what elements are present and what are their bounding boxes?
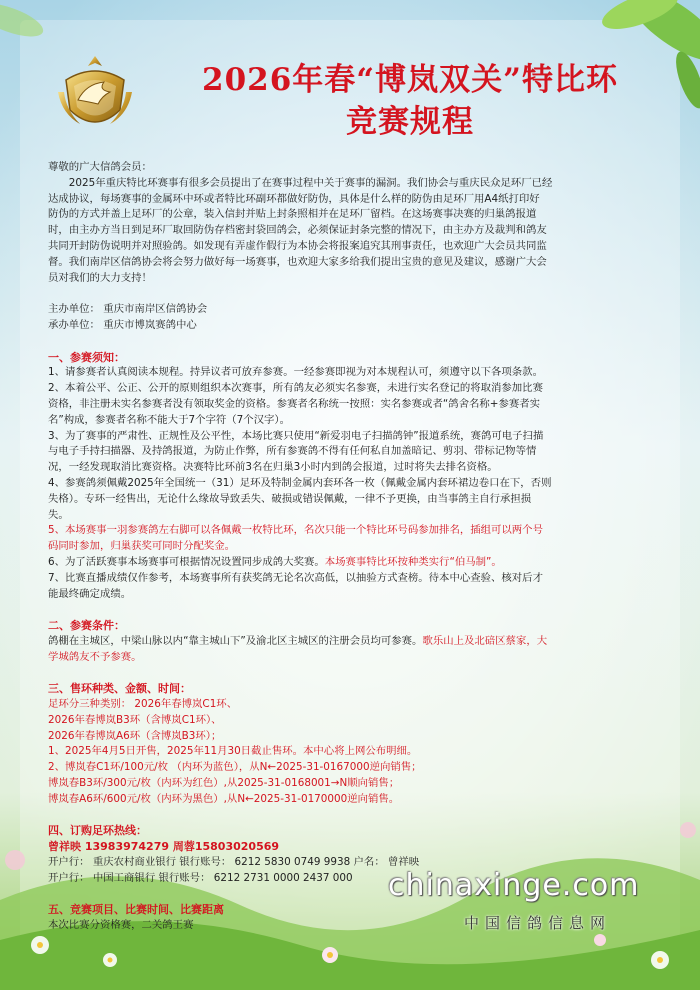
greeting: 尊敬的广大信鸽会员： [48,161,152,173]
ring-line: 博岚春A6环/600元/枚（内环为黑色）,从N←2025-31-0170000逆向销售。 [48,792,400,805]
rule-line: 名”构成，参赛者名称不能大于7个字符（7个汉字）。 [48,413,290,426]
ring-line: 博岚春B3环/300元/枚（内环为红色）,从2025-31-0168001→N顺向销售； [48,777,400,790]
rule-line: 2、本着公平、公正、公开的原则组织本次赛事，所有鸽友必须实名参赛，未进行实名登记的将取消参加比赛 [48,382,543,395]
section-heading: 四、订购足环热线： [48,824,147,838]
rule-line: 与电子手持扫描器、及持鸽报道，为防止作弊，所有参赛鸽不得有任何私自加盖暗记、剪羽、带标记物等情 [48,445,537,458]
rule-text-highlight: 本场赛事特比环按种类实行“伯马制”。 [324,555,502,568]
rule-line: 失。 [48,508,69,521]
event-line: 本次比赛分资格赛，二关鸽王赛 [48,919,194,932]
rule-line: 4、参赛鸽须佩戴2025年全国统一（31）足环及特制金属内套环各一枚（佩戴金属内套环裙边卷口在下，否则 [48,476,552,489]
host-organizer: 主办单位： 重庆市南岸区信鸽协会 [48,303,208,316]
ring-line: 2026年春博岚A6环（含博岚B3环）； [48,729,222,742]
condition-line [48,634,658,650]
rule-line: 7、比赛直播成绩仅作参考，本场赛事所有获奖鸽无论名次高低，以抽验方式查榜。待本中心查验、核对后才 [48,571,543,584]
section-heading: 三、售环种类、金额、时间： [48,682,191,696]
section-heading: 二、参赛条件： [48,619,125,633]
ring-line: 足环分三种类别： 2026年春博岚C1环、 [48,698,238,711]
rule-line-highlight: 5、本场赛事一羽参赛鸽左右脚可以各佩戴一枚特比环，名次只能一个特比环号码参加排名，插组可以两个号 [48,524,543,537]
intro-line: 达成协议，每场赛事的金属环中环或者特比环副环都做好防伪，具体是什么样的防伪由足环厂用A4纸打印好 [48,192,540,205]
condition-text: 鸽棚在主城区，中梁山脉以内“靠主城山下”及渝北区主城区的注册会员均可参赛。 [48,634,423,647]
watermark-domain: chinaxinge.com [388,868,640,903]
rule-line: 失格）。专环一经售出，无论什么缘故导致丢失、破损或错误佩戴，一律不予更换，由当事鸽主自行承担损 [48,492,532,505]
rule-line-highlight: 码同时参加，归巢获奖可同时分配奖金。 [48,540,236,553]
intro-line: 督。我们南岸区信鸽协会将会努力做好每一场赛事，也欢迎大家多给我们提出宝贵的意见及建议，感谢广大会 [48,255,547,268]
bank-account-line: 开户行： 重庆农村商业银行 银行账号： 6212 5830 0749 9938 户名： 曾祥映 [48,856,420,869]
hotline-numbers: 曾祥映 13983974279 周蓉15803020569 [48,840,280,854]
condition-line-highlight: 学城鸽友不予参赛。 [48,650,142,663]
bank-account-line: 开户行： 中国工商银行 银行账号： 6212 2731 0000 2437 000 [48,871,353,884]
intro-line: 员对我们的大力支持！ [48,271,152,284]
rule-line: 况，一经发现取消比赛资格。决赛特比环前3名在归巢3小时内到鸽会报道，过时将失去排名资格。 [48,461,498,474]
condition-text-highlight: 歌乐山上及北碚区蔡家，大 [422,634,548,647]
rule-line: 能最终确定成绩。 [48,587,132,600]
intro-line: 时，由主办方当日到足环厂取回防伪存档密封袋回鸽会，必须保证封条完整的情况下，由主办方及裁判和鸽友 [48,224,547,237]
rule-text: 6、为了活跃赛事本场赛事可根据情况设置同步成鸽大奖赛。 [48,555,325,568]
ring-line: 2、博岚春C1环/100元/枚 （内环为蓝色），从N←2025-31-0167000逆向销售； [48,761,422,774]
ring-line: 1、2025年4月5日开售，2025年11月30日截止售环。本中心将上网公布明细。 [48,745,418,758]
intro-line: 防伪的方式并盖上足环厂的公章，装入信封并贴上封条照相并在足环厂留档。在这场赛事决赛的归巢鸽报道 [48,208,537,221]
watermark-site-name: 中国信鸽信息网 [464,914,612,932]
intro-line: 2025年重庆特比环赛事有很多会员提出了在赛事过程中关于赛事的漏洞。我们协会与重庆民众足环厂已经 [68,176,553,189]
undertaker-organizer: 承办单位： 重庆市博岚赛鸽中心 [48,318,197,331]
title-line-1: 2026年春“博岚双关”特比环 [202,62,618,98]
rule-line: 3、为了赛事的严肃性、正规性及公平性，本场比赛只使用“新爱羽电子扫描鸽钟”报道系统，赛鸽可电子扫描 [48,429,544,442]
title-line-2: 竞赛规程 [346,104,474,140]
pigeon-emblem-logo [52,52,138,138]
rule-line [48,555,658,571]
ring-line: 2026年春博岚B3环（含博岚C1环）、 [48,713,222,726]
section-heading: 五、竞赛项目、比赛时间、比赛距离 [48,903,224,917]
rule-line: 资格，非注册未实名参赛者没有领取奖金的资格。参赛者名称统一按照：实名参赛或者“鸽舍名称+参赛者实 [48,397,541,410]
section-heading: 一、参赛须知： [48,350,125,364]
intro-line: 共同开封防伪说明并对照验鸽。如发现有弄虚作假行为本协会将报案追究其刑事责任，也欢迎广大会员共同监 [48,239,547,252]
document-body [48,160,658,934]
rule-line: 1、请参赛者认真阅读本规程。持异议者可放弃参赛。一经参赛即视为对本规程认可，须遵守以下各项条款。 [48,366,543,379]
